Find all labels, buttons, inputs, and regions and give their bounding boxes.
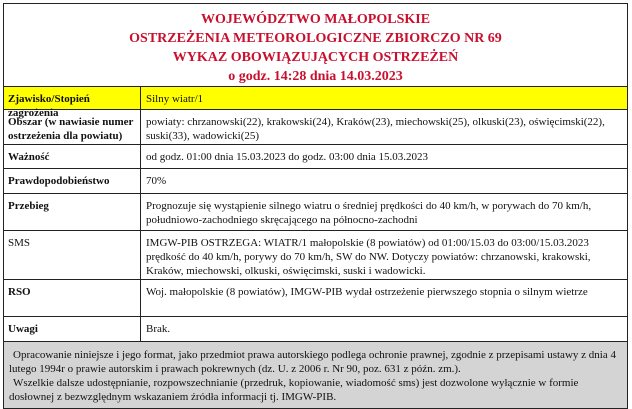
row-value: Prognozuje się wystąpienie silnego wiatru o średniej prędkości do 40 km/h, w porywach do 70 km/h, południowo-zachodniego skręcającego na północno-zachodni xyxy=(146,200,592,226)
row-probability xyxy=(4,169,627,194)
document-title xyxy=(4,4,627,87)
row-rso xyxy=(4,280,627,317)
row-validity xyxy=(4,145,627,169)
row-label: SMS xyxy=(4,231,141,279)
distribution-text: Wszelkie dalsze udostępnianie, rozpowszechnianie (przedruk, kopiowanie, wiadomość sms) jest dozwolone wyłącznie w formie dosłownej z bezwzględnym wskazaniem źródła informacji tj. IMGW-PIB. xyxy=(9,377,579,403)
row-sms xyxy=(4,231,627,280)
copyright-text: Opracowanie niniejsze i jego format, jako przedmiot prawa autorskiego podlega ochronie prawnej, zgodnie z przepisami ustawy z dnia 4 lutego 1994r o prawie autorskim i prawach pokrewnych (dz. U. z 2006 r. Nr 90, poz. 631 z późn. zm.). xyxy=(9,349,616,375)
row-value: powiaty: chrzanowski(22), krakowski(24), Kraków(23), miechowski(25), olkuski(23), oświęcimski(22), suski(33), wadowicki(25) xyxy=(146,116,605,142)
row-notes xyxy=(4,317,627,342)
title-region: WOJEWÓDZTWO MAŁOPOLSKIE xyxy=(200,12,431,27)
row-value: Woj. małopolskie (8 powiatów), IMGW-PIB wydał ostrzeżenie pierwszego stopnia o silnym wietrze xyxy=(146,286,588,298)
row-course xyxy=(4,194,627,231)
row-label: Prawdopodobieństwo xyxy=(4,169,141,193)
row-label: Zjawisko/Stopień zagrożenia xyxy=(4,87,141,109)
row-label: Obszar (w nawiasie numer ostrzeżenia dla powiatu) xyxy=(4,110,141,144)
row-value: Silny wiatr/1 xyxy=(146,93,204,105)
copyright-footer xyxy=(4,342,627,408)
row-area xyxy=(4,110,627,145)
row-value: Brak. xyxy=(146,323,171,335)
row-label: Przebieg xyxy=(4,194,141,230)
row-value: 70% xyxy=(146,175,167,187)
row-label: RSO xyxy=(4,280,141,316)
row-label: Ważność xyxy=(4,145,141,168)
title-warning-number: OSTRZEŻENIA METEOROLOGICZNE ZBIORCZO NR 69 xyxy=(129,31,502,46)
row-phenomenon xyxy=(4,87,627,119)
row-value: od godz. 01:00 dnia 15.03.2023 do godz. 03:00 dnia 15.03.2023 xyxy=(146,151,429,163)
warning-document xyxy=(3,3,628,409)
row-value: IMGW-PIB OSTRZEGA: WIATR/1 małopolskie (8 powiatów) od 01:00/15.03 do 03:00/15.03.2023 prędkość do 40 km/h, porywy do 70 km/h, SW do NW. Dotyczy powiatów: chrzanowski, krakowski, Kraków, miechowski, olkuski, oświęcimski, suski i wadowicki. xyxy=(146,237,591,277)
row-label: Uwagi xyxy=(4,317,141,341)
title-list: WYKAZ OBOWIĄZUJĄCYCH OSTRZEŻEŃ xyxy=(172,50,459,65)
title-timestamp: o godz. 14:28 dnia 14.03.2023 xyxy=(228,69,403,84)
